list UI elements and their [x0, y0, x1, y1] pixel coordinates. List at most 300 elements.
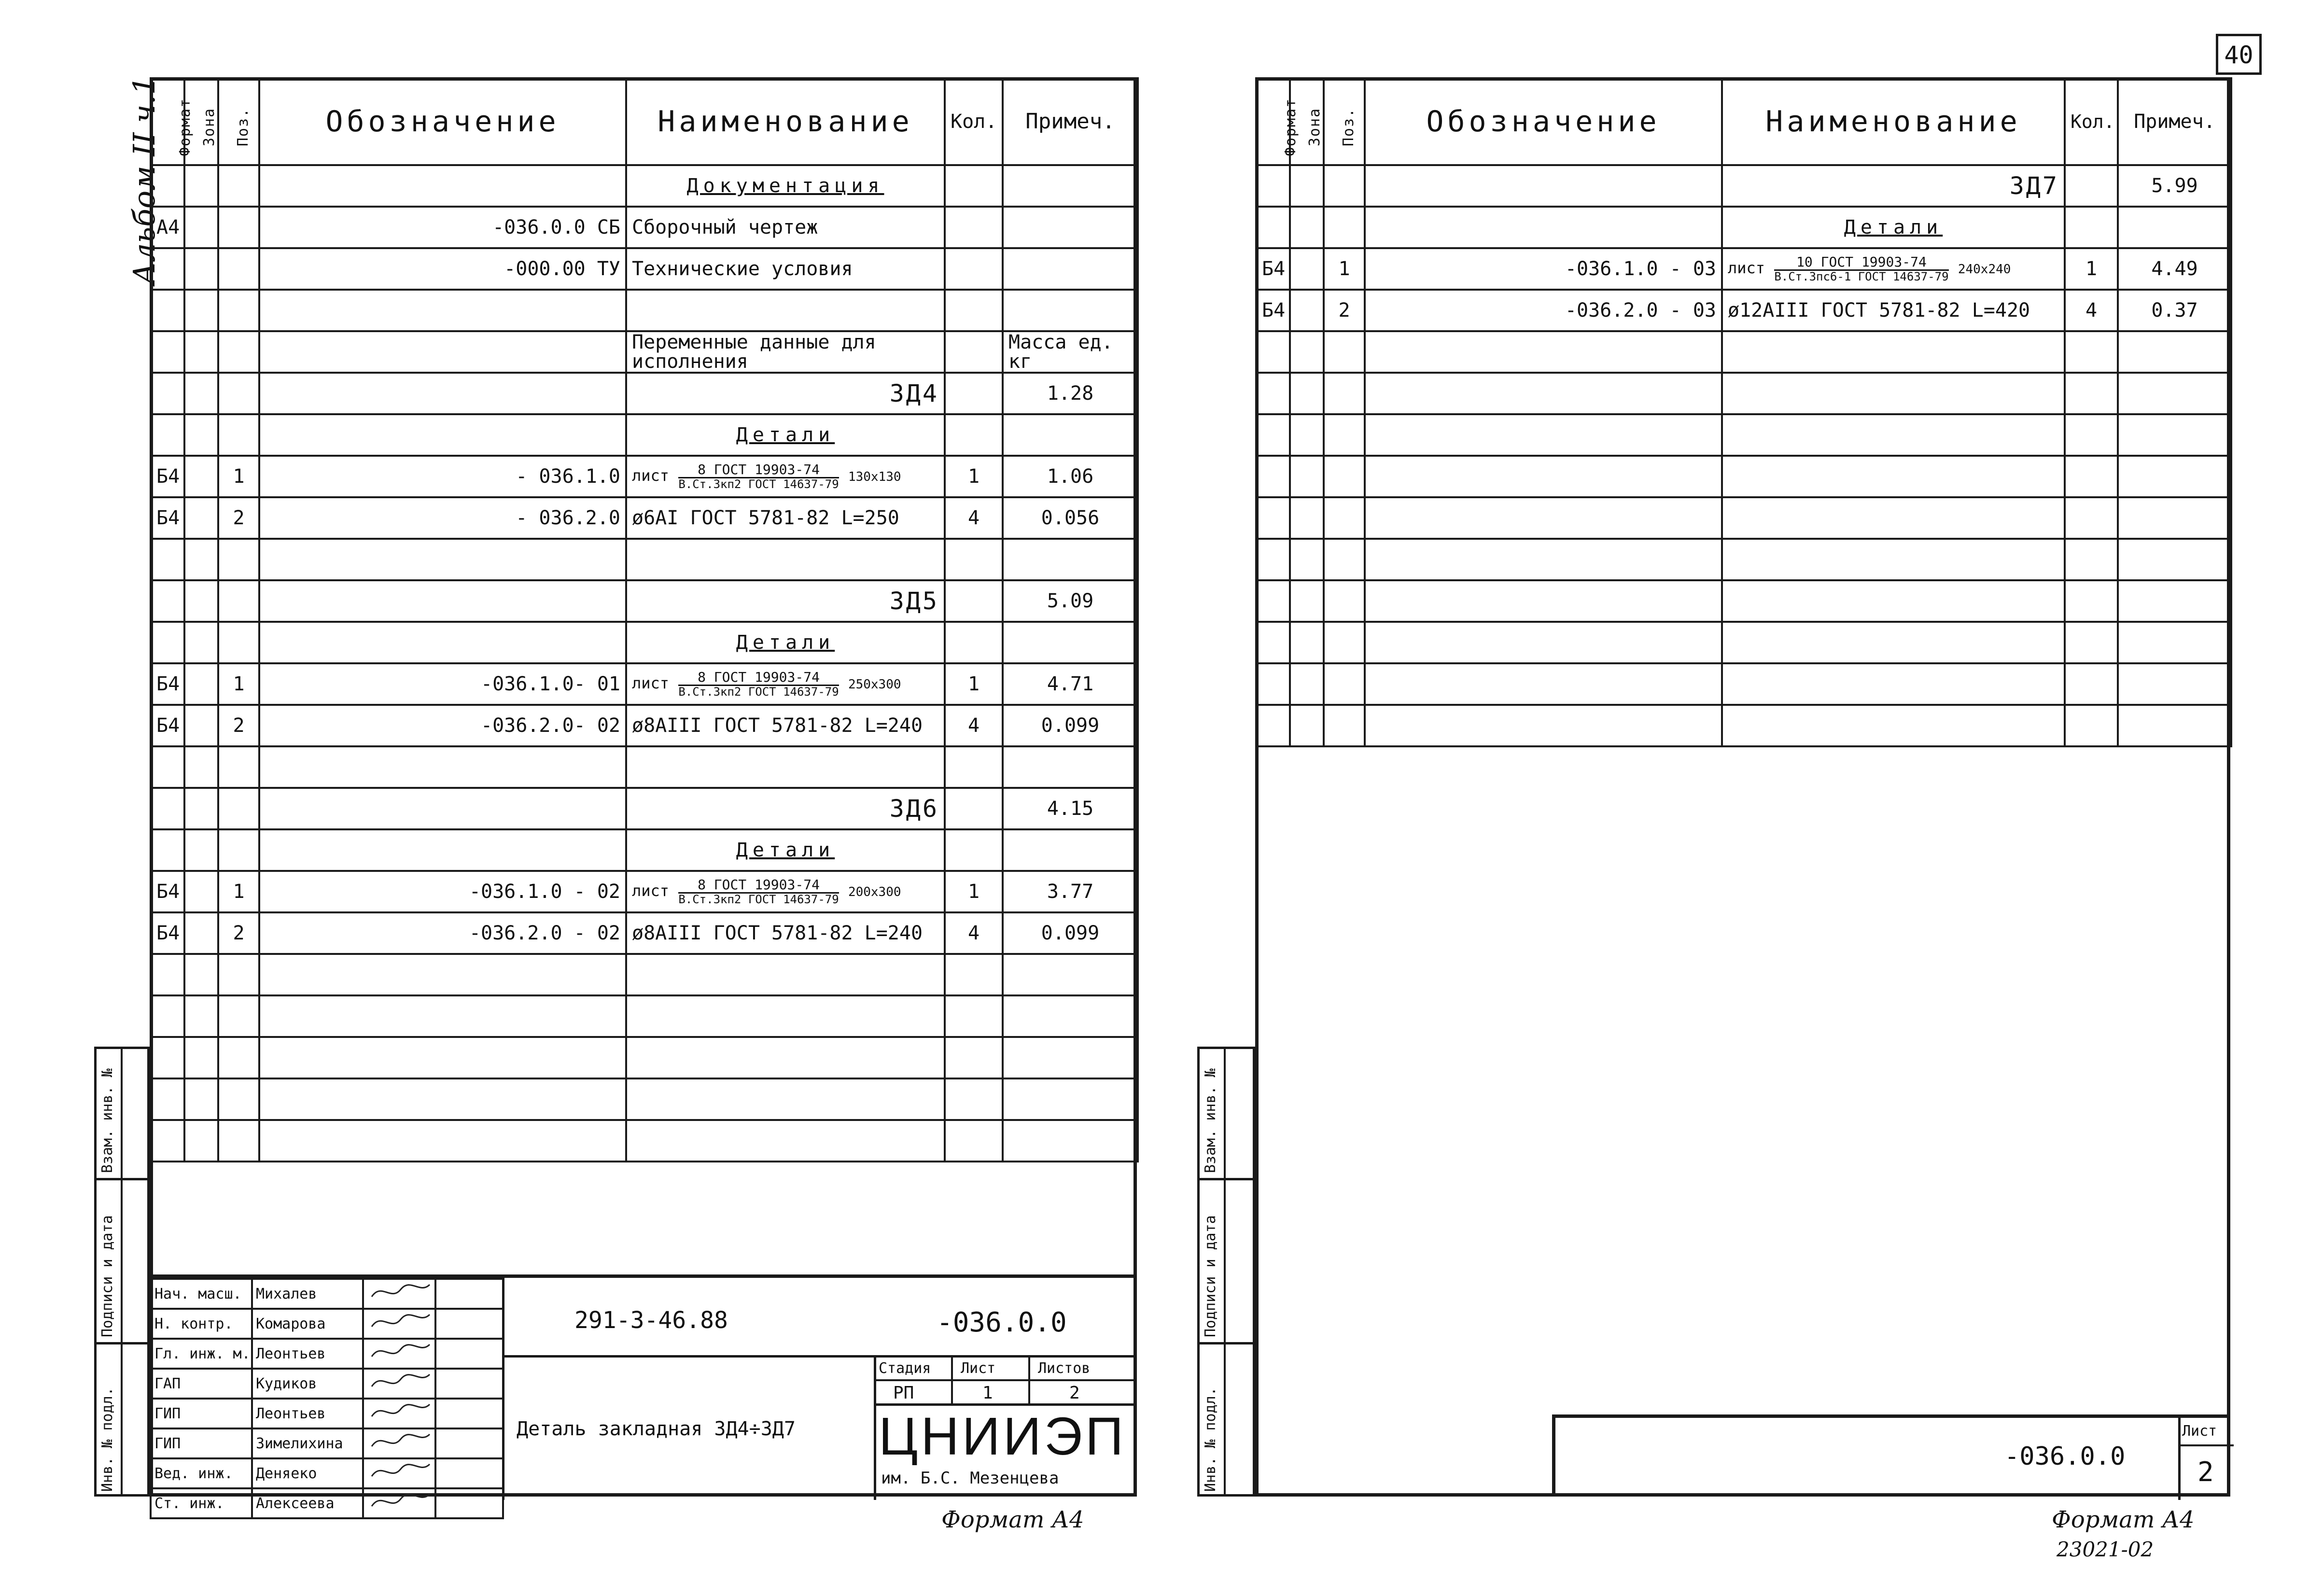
table-row: [1256, 414, 2231, 456]
cell-format: [1256, 207, 1290, 248]
header-format: Формат: [151, 78, 184, 165]
cell-name: [626, 871, 945, 912]
cell-format: [1256, 539, 1290, 580]
cell-format: [151, 580, 184, 622]
cell-designation: [1365, 663, 1722, 705]
fraction-top: 8 ГОСТ 19903-74: [678, 670, 839, 686]
staff-signature: [363, 1279, 435, 1309]
cell-format: Б4: [151, 705, 184, 746]
cell-designation: -036.2.0- 02: [259, 705, 626, 746]
cell-qty: 1: [2065, 248, 2118, 290]
fraction-top: 10 ГОСТ 19903-74: [1774, 255, 1948, 270]
cell-note: 0.099: [1003, 705, 1138, 746]
cell-pos: [218, 622, 259, 663]
table-row: [151, 248, 1138, 290]
cell-zone: [184, 622, 218, 663]
cell-zone: [1290, 539, 1324, 580]
cell-zone: [184, 414, 218, 456]
staff-row: [151, 1428, 503, 1458]
cell-pos: [218, 1120, 259, 1162]
header-format-r: Формат: [1256, 78, 1290, 165]
cell-designation: [259, 1037, 626, 1078]
cell-pos: 1: [1324, 248, 1365, 290]
side-label-sign-r: Подписи и дата: [1202, 1215, 1219, 1337]
cell-name: ø8АIII ГОСТ 5781-82 L=240: [626, 912, 945, 954]
cell-qty: [945, 788, 1003, 829]
cell-note: [1003, 995, 1138, 1037]
cell-zone: [184, 1078, 218, 1120]
cell-format: [1256, 165, 1290, 207]
cell-name: [1722, 622, 2065, 663]
left-spec-body: [151, 165, 1138, 1162]
cell-name: [1722, 248, 2065, 290]
cell-name: [626, 663, 945, 705]
cell-zone: [184, 580, 218, 622]
cell-note: 5.99: [2118, 165, 2231, 207]
side-label-sign: Подписи и дата: [99, 1215, 116, 1337]
cell-format: [151, 954, 184, 995]
fraction-top: 8 ГОСТ 19903-74: [678, 878, 839, 893]
cell-note: [1003, 248, 1138, 290]
cell-note: [2118, 497, 2231, 539]
page-number: 40: [2224, 41, 2253, 69]
cell-name: [1722, 373, 2065, 414]
cell-name: [626, 539, 945, 580]
cell-note: [1003, 207, 1138, 248]
staff-row: [151, 1309, 503, 1339]
cell-pos: [1324, 663, 1365, 705]
staff-row: [151, 1399, 503, 1428]
cell-designation: [259, 1120, 626, 1162]
cell-pos: [1324, 580, 1365, 622]
cell-qty: [2065, 497, 2118, 539]
material-fraction: [678, 878, 839, 906]
cell-format: Б4: [1256, 248, 1290, 290]
header-designation-r: Обозначение: [1365, 78, 1722, 165]
cell-format: [151, 165, 184, 207]
staff-date: [435, 1339, 503, 1369]
cell-qty: [945, 580, 1003, 622]
cell-name: Сборочный чертеж: [626, 207, 945, 248]
cell-pos: [1324, 622, 1365, 663]
table-row: [1256, 290, 2231, 331]
cell-format: А4: [151, 207, 184, 248]
cell-format: Б4: [151, 871, 184, 912]
cell-name: Детали: [626, 622, 945, 663]
cell-format: [151, 1037, 184, 1078]
cell-qty: 4: [945, 497, 1003, 539]
cell-note: [1003, 746, 1138, 788]
cell-note: [2118, 331, 2231, 373]
right-doc-code: -036.0.0: [2004, 1442, 2126, 1471]
cell-name: Детали: [1722, 207, 2065, 248]
right-spec-table: [1255, 77, 2232, 747]
fraction-bottom: В.Ст.3пс6-1 ГОСТ 14637-79: [1774, 269, 1949, 283]
cell-format: [151, 539, 184, 580]
staff-name: Леонтьев: [252, 1339, 363, 1369]
cell-name: [1722, 539, 2065, 580]
cell-qty: 1: [945, 456, 1003, 497]
cell-name: ЗД6: [626, 788, 945, 829]
staff-signature: [363, 1369, 435, 1399]
left-header-row: [151, 78, 1138, 165]
table-row: [1256, 331, 2231, 373]
cell-designation: [1365, 497, 1722, 539]
side-label-inv: Инв. № подл.: [99, 1387, 116, 1492]
cell-designation: -036.2.0 - 02: [259, 912, 626, 954]
staff-role: Н. контр.: [151, 1309, 252, 1339]
cell-note: [2118, 539, 2231, 580]
cell-designation: [1365, 539, 1722, 580]
cell-name: Технические условия: [626, 248, 945, 290]
cell-designation: -036.1.0 - 03: [1365, 248, 1722, 290]
cell-designation: [259, 414, 626, 456]
cell-zone: [1290, 165, 1324, 207]
cell-note: 0.37: [2118, 290, 2231, 331]
cell-pos: [1324, 456, 1365, 497]
cell-designation: [259, 331, 626, 373]
doc-code: -036.0.0: [937, 1307, 1067, 1338]
staff-role: Нач. масш.: [151, 1279, 252, 1309]
cell-zone: [184, 373, 218, 414]
cell-name: ø12АIII ГОСТ 5781-82 L=420: [1722, 290, 2065, 331]
cell-qty: [945, 290, 1003, 331]
cell-qty: [945, 331, 1003, 373]
organization-sub: им. Б.С. Мезенцева: [881, 1469, 1059, 1488]
cell-name: [626, 290, 945, 331]
cell-zone: [184, 995, 218, 1037]
cell-qty: [2065, 663, 2118, 705]
cell-note: 4.15: [1003, 788, 1138, 829]
right-spec-body: [1256, 165, 2231, 746]
cell-qty: [2065, 705, 2118, 746]
fraction-top: 8 ГОСТ 19903-74: [678, 462, 839, 478]
cell-pos: [218, 829, 259, 871]
cell-zone: [184, 1120, 218, 1162]
cell-pos: [218, 539, 259, 580]
cell-note: [1003, 290, 1138, 331]
cell-name: [1722, 580, 2065, 622]
table-row: [1256, 456, 2231, 497]
table-row: [151, 912, 1138, 954]
format-label-right: Формат А4: [2052, 1506, 2195, 1533]
cell-format: Б4: [1256, 290, 1290, 331]
cell-name: Переменные данные для исполнения: [626, 331, 945, 373]
right-sheet-value: 2: [2197, 1456, 2214, 1488]
cell-qty: [2065, 414, 2118, 456]
cell-format: [151, 622, 184, 663]
table-row: [151, 788, 1138, 829]
cell-designation: -036.1.0- 01: [259, 663, 626, 705]
sheet-value: 1: [982, 1383, 993, 1403]
cell-name: ЗД4: [626, 373, 945, 414]
cell-note: [2118, 456, 2231, 497]
document-title: Деталь закладная ЗД4÷ЗД7: [517, 1418, 796, 1440]
cell-zone: [184, 746, 218, 788]
cell-note: 4.49: [2118, 248, 2231, 290]
table-row: [151, 829, 1138, 871]
cell-zone: [184, 788, 218, 829]
cell-qty: 1: [945, 871, 1003, 912]
cell-format: [151, 995, 184, 1037]
cell-zone: [1290, 663, 1324, 705]
staff-table: [150, 1278, 504, 1519]
album-label: Альбом II ч.1: [126, 76, 162, 285]
cell-format: [1256, 414, 1290, 456]
cell-pos: [218, 373, 259, 414]
cell-pos: [1324, 165, 1365, 207]
cell-format: [1256, 705, 1290, 746]
header-designation: Обозначение: [259, 78, 626, 165]
cell-zone: [184, 456, 218, 497]
staff-name: Алексеева: [252, 1488, 363, 1518]
cell-pos: [218, 248, 259, 290]
cell-qty: [945, 539, 1003, 580]
cell-format: [151, 373, 184, 414]
cell-qty: [945, 373, 1003, 414]
cell-zone: [184, 248, 218, 290]
cell-designation: [1365, 456, 1722, 497]
cell-qty: [2065, 456, 2118, 497]
cell-note: [2118, 414, 2231, 456]
cell-format: [1256, 331, 1290, 373]
cell-pos: 1: [218, 663, 259, 705]
strip-divider-v: [121, 1047, 123, 1497]
cell-pos: 2: [218, 497, 259, 539]
cell-zone: [1290, 705, 1324, 746]
project-code: 291-3-46.88: [574, 1307, 728, 1334]
cell-qty: [945, 207, 1003, 248]
header-qty-r: Кол.: [2065, 78, 2118, 165]
cell-qty: [945, 622, 1003, 663]
table-row: [1256, 497, 2231, 539]
cell-pos: [1324, 414, 1365, 456]
cell-designation: [259, 165, 626, 207]
cell-designation: [259, 622, 626, 663]
cell-zone: [184, 539, 218, 580]
table-row: [151, 995, 1138, 1037]
cell-pos: 2: [1324, 290, 1365, 331]
table-row: [151, 746, 1138, 788]
sheets-value: 2: [1069, 1383, 1080, 1403]
page-number-box: [2216, 34, 2262, 75]
staff-role: ГИП: [151, 1428, 252, 1458]
cell-name: [626, 995, 945, 1037]
staff-date: [435, 1279, 503, 1309]
table-row: [1256, 580, 2231, 622]
header-pos-r: Поз.: [1324, 78, 1365, 165]
cell-pos: [1324, 331, 1365, 373]
table-row: [1256, 248, 2231, 290]
table-row: [1256, 539, 2231, 580]
name-suffix: 240х240: [1958, 262, 2011, 277]
cell-pos: 1: [218, 871, 259, 912]
cell-qty: [945, 746, 1003, 788]
cell-zone: [184, 1037, 218, 1078]
right-title-block: [1552, 1414, 2230, 1497]
cell-pos: 2: [218, 705, 259, 746]
cell-qty: [2065, 207, 2118, 248]
cell-pos: [1324, 497, 1365, 539]
staff-date: [435, 1369, 503, 1399]
cell-designation: [1365, 705, 1722, 746]
cell-note: [1003, 165, 1138, 207]
header-name: Наименование: [626, 78, 945, 165]
staff-row: [151, 1488, 503, 1518]
staff-signature: [363, 1399, 435, 1428]
staff-role: ГАП: [151, 1369, 252, 1399]
fraction-bottom: В.Ст.3кп2 ГОСТ 14637-79: [678, 892, 839, 906]
cell-zone: [1290, 248, 1324, 290]
cell-qty: [2065, 165, 2118, 207]
cell-designation: [259, 746, 626, 788]
staff-signature: [363, 1309, 435, 1339]
fraction-bottom: В.Ст.3кп2 ГОСТ 14637-79: [678, 685, 839, 699]
table-row: [1256, 663, 2231, 705]
table-row: [151, 871, 1138, 912]
cell-name: [1722, 331, 2065, 373]
cell-format: [151, 746, 184, 788]
cell-designation: -036.1.0 - 02: [259, 871, 626, 912]
cell-zone: [1290, 497, 1324, 539]
cell-zone: [184, 165, 218, 207]
name-prefix: лист: [632, 882, 670, 900]
cell-format: [1256, 580, 1290, 622]
cell-qty: [945, 248, 1003, 290]
cell-format: [151, 829, 184, 871]
cell-designation: - 036.1.0: [259, 456, 626, 497]
cell-format: [1256, 622, 1290, 663]
cell-name: Детали: [626, 829, 945, 871]
cell-name: [626, 456, 945, 497]
cell-zone: [184, 912, 218, 954]
table-row: [151, 290, 1138, 331]
header-name-r: Наименование: [1722, 78, 2065, 165]
cell-pos: 1: [218, 456, 259, 497]
staff-name: Деняеко: [252, 1458, 363, 1488]
cell-pos: [1324, 705, 1365, 746]
cell-note: 0.056: [1003, 497, 1138, 539]
cell-zone: [184, 331, 218, 373]
sheet-label: Лист: [961, 1360, 996, 1377]
table-row: [1256, 373, 2231, 414]
cell-designation: -036.2.0 - 03: [1365, 290, 1722, 331]
table-row: [151, 1120, 1138, 1162]
staff-date: [435, 1309, 503, 1339]
table-row: [151, 456, 1138, 497]
cell-format: [151, 290, 184, 331]
cell-note: [1003, 829, 1138, 871]
cell-pos: [218, 207, 259, 248]
cell-designation: [259, 373, 626, 414]
table-row: [151, 663, 1138, 705]
cell-pos: 2: [218, 912, 259, 954]
cell-name: Документация: [626, 165, 945, 207]
cell-qty: [945, 165, 1003, 207]
cell-qty: 4: [945, 705, 1003, 746]
table-row: [151, 580, 1138, 622]
staff-row: [151, 1339, 503, 1369]
cell-qty: 1: [945, 663, 1003, 705]
table-row: [151, 331, 1138, 373]
cell-pos: [218, 165, 259, 207]
cell-pos: [218, 995, 259, 1037]
cell-pos: [1324, 539, 1365, 580]
cell-format: [1256, 456, 1290, 497]
cell-qty: 4: [2065, 290, 2118, 331]
cell-pos: [218, 331, 259, 373]
table-row: [1256, 622, 2231, 663]
header-zone: Зона: [184, 78, 218, 165]
cell-zone: [184, 663, 218, 705]
staff-role: Ст. инж.: [151, 1488, 252, 1518]
cell-qty: [945, 1037, 1003, 1078]
cell-name: ø6АI ГОСТ 5781-82 L=250: [626, 497, 945, 539]
table-row: [1256, 207, 2231, 248]
staff-signature: [363, 1428, 435, 1458]
staff-date: [435, 1488, 503, 1518]
table-row: [151, 207, 1138, 248]
cell-format: [1256, 373, 1290, 414]
cell-note: 1.06: [1003, 456, 1138, 497]
staff-name: Зимелихина: [252, 1428, 363, 1458]
organization: ЦНИИЭП: [879, 1407, 1127, 1466]
cell-name: [1722, 414, 2065, 456]
cell-qty: [2065, 331, 2118, 373]
name-prefix: лист: [1728, 259, 1765, 277]
cell-qty: [945, 995, 1003, 1037]
cell-format: [1256, 497, 1290, 539]
cell-qty: [945, 1078, 1003, 1120]
cell-name: ЗД5: [626, 580, 945, 622]
staff-row: [151, 1369, 503, 1399]
cell-name: [1722, 705, 2065, 746]
side-label-replace: Взам. инв. №: [99, 1068, 116, 1173]
cell-format: [151, 1078, 184, 1120]
cell-zone: [1290, 373, 1324, 414]
cell-zone: [184, 954, 218, 995]
cell-pos: [1324, 373, 1365, 414]
cell-note: [2118, 580, 2231, 622]
cell-pos: [218, 954, 259, 995]
staff-role: Вед. инж.: [151, 1458, 252, 1488]
cell-qty: [2065, 580, 2118, 622]
cell-format: Б4: [151, 912, 184, 954]
archive-number: 23021-02: [2057, 1538, 2154, 1561]
cell-note: 5.09: [1003, 580, 1138, 622]
cell-name: [1722, 663, 2065, 705]
table-row: [151, 373, 1138, 414]
staff-signature: [363, 1488, 435, 1518]
staff-row: [151, 1458, 503, 1488]
cell-note: [1003, 622, 1138, 663]
table-row: [151, 539, 1138, 580]
name-prefix: лист: [632, 466, 670, 485]
side-label-replace-r: Взам. инв. №: [1202, 1068, 1219, 1173]
table-row: [151, 497, 1138, 539]
cell-note: 3.77: [1003, 871, 1138, 912]
cell-zone: [1290, 456, 1324, 497]
side-label-inv-r: Инв. № подл.: [1202, 1387, 1219, 1492]
format-label-left: Формат А4: [941, 1506, 1084, 1533]
cell-qty: [945, 829, 1003, 871]
cell-zone: [184, 829, 218, 871]
header-zone-r: Зона: [1290, 78, 1324, 165]
cell-note: 0.099: [1003, 912, 1138, 954]
cell-format: [151, 788, 184, 829]
table-row: [151, 1037, 1138, 1078]
cell-note: [1003, 539, 1138, 580]
